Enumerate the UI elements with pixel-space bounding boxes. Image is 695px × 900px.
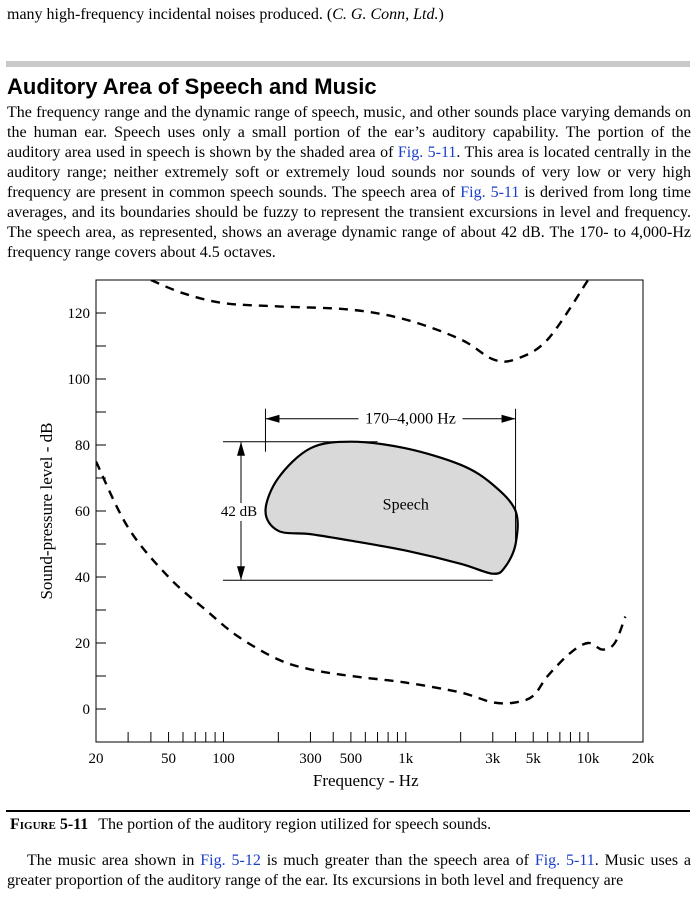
y-tick-label: 40 — [75, 570, 90, 586]
figure-link[interactable]: Fig. 5-12 — [200, 852, 261, 869]
frequency-range-label: 170–4,000 Hz — [365, 410, 456, 428]
x-tick-label: 5k — [525, 751, 541, 767]
paragraph-text: . This area is located centrally in the auditory range; neither extremely soft or extremely loud sounds nor sounds of very low or very high frequency are present in common speech sounds. The speech area of — [7, 144, 692, 201]
speech-region — [219, 409, 518, 581]
figure-label: Figure 5-11 — [10, 816, 89, 833]
paragraph-text: is much greater than the speech area of — [260, 852, 535, 869]
section-heading: Auditory Area of Speech and Music — [7, 74, 377, 99]
freq-range-left-arrowhead — [265, 415, 279, 423]
y-tick-label: 120 — [67, 306, 90, 322]
x-tick-label: 20 — [88, 751, 104, 767]
paragraph-1 — [7, 103, 691, 263]
top-text-prefix: many high-frequency incidental noises produced. ( — [7, 6, 333, 23]
x-tick-label: 300 — [299, 751, 322, 767]
x-tick-label: 1k — [398, 751, 414, 767]
x-tick-label: 100 — [212, 751, 235, 767]
figure-caption — [10, 815, 491, 835]
figure-link[interactable]: Fig. 5-11 — [460, 184, 520, 201]
section-rule — [6, 61, 690, 67]
db-range-top-arrowhead — [237, 442, 245, 456]
y-axis-label: Sound-pressure level - dB — [37, 422, 56, 600]
paragraph-text: The music area shown in — [27, 852, 201, 869]
paragraph-text: The frequency range and the dynamic range of speech, music, and other sounds place varying demands on the human ear. Speech uses only a small portion of the ear’s auditory capability. The portion of the auditory area used in speech is shown by the shaded area of — [7, 104, 691, 161]
y-tick-label: 60 — [75, 504, 90, 520]
caption-rule — [6, 810, 690, 812]
x-tick-label: 500 — [339, 751, 363, 767]
db-range-label: 42 dB — [220, 504, 258, 520]
x-tick-label: 50 — [161, 751, 177, 767]
y-tick-label: 20 — [75, 636, 90, 652]
x-tick-label: 3k — [485, 751, 501, 767]
freq-range-right-arrowhead — [502, 415, 516, 423]
db-range-bottom-arrowhead — [237, 566, 245, 580]
credit-text: C. G. Conn, Ltd. — [332, 6, 439, 23]
paragraph-2 — [7, 851, 691, 891]
x-tick-label: 20k — [631, 751, 655, 767]
paragraph-text: . Music uses a greater proportion of the auditory range of the ear. Its excursions in both level and frequency are — [7, 852, 692, 889]
caption-text: The portion of the auditory region utilized for speech sounds. — [98, 816, 492, 833]
x-axis-label: Frequency - Hz — [312, 771, 419, 790]
y-tick-label: 80 — [75, 438, 90, 454]
paragraph-text: is derived from long time averages, and its boundaries should be fuzzy to represent the transient excursions in level and frequency. The speech area, as represented, shows an average dynamic range of about 42 dB. The 170- to 4,000-Hz frequency range covers about 4.5 octaves. — [7, 184, 691, 261]
figure-link[interactable]: Fig. 5-11 — [397, 144, 457, 161]
threshold-of-pain-curve — [151, 280, 588, 362]
speech-area-label: Speech — [382, 496, 429, 514]
top-text — [7, 5, 444, 25]
y-tick-label: 100 — [67, 372, 90, 388]
figure-link[interactable]: Fig. 5-11 — [534, 852, 595, 869]
speech-area-chart — [0, 275, 695, 805]
y-tick-label: 0 — [82, 702, 90, 718]
x-tick-label: 10k — [576, 751, 600, 767]
top-text-suffix: ) — [438, 6, 444, 23]
